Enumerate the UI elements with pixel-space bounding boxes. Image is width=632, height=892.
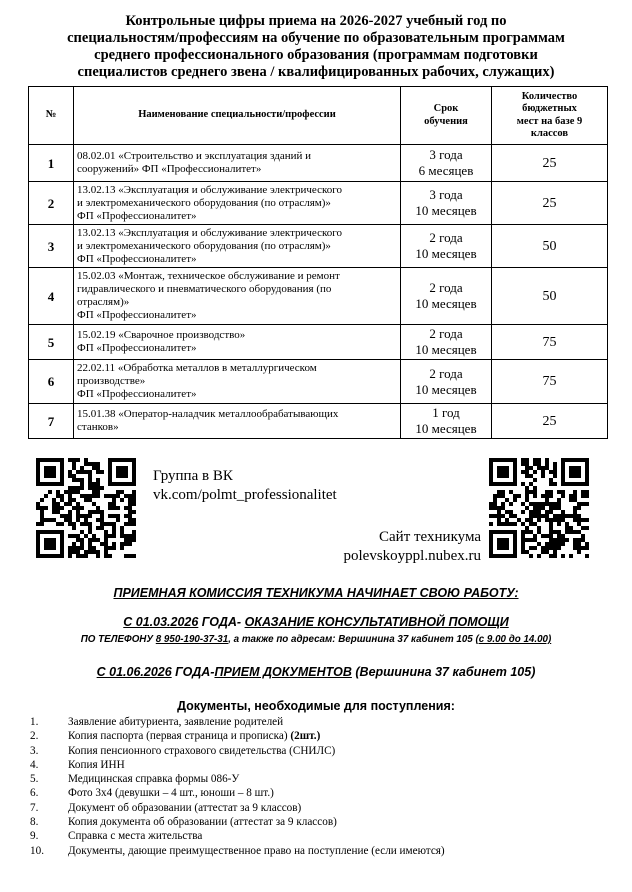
row-qty: 75 <box>492 325 608 360</box>
table-row <box>29 145 608 182</box>
header-num: № <box>29 87 74 145</box>
vk-contact <box>153 467 337 505</box>
phone-suffix: , а также по адресам: Вершинина 37 кабинет 105 <box>228 634 476 645</box>
list-item-text: Документы, дающие преимущественное право на поступление (если имеются) <box>68 844 445 857</box>
header-qty-line: Количество <box>521 90 578 102</box>
row-term <box>401 225 492 268</box>
row-name-line: и электромеханического оборудования (по отраслям)» <box>77 239 331 252</box>
row-qty: 50 <box>492 225 608 268</box>
vk-label: Группа в ВК <box>153 468 233 484</box>
table-row <box>29 268 608 325</box>
row-name-line: производстве» <box>77 375 146 387</box>
site-label: Сайт техникума <box>379 529 481 545</box>
list-item <box>30 801 445 815</box>
consultation-line <box>0 615 632 629</box>
list-item <box>30 744 445 758</box>
list-item <box>30 758 445 772</box>
list-item-num: 1. <box>30 716 39 728</box>
documents-acceptance-line <box>0 665 632 679</box>
table-row <box>29 182 608 225</box>
row-name-line: 13.02.13 «Эксплуатация и обслуживание электрического <box>77 226 342 239</box>
list-item-text: Копия паспорта (первая страница и прописка) <box>68 730 291 743</box>
row-term <box>401 360 492 404</box>
commission-heading: ПРИЕМНАЯ КОМИССИЯ ТЕХНИКУМА НАЧИНАЕТ СВОЮ РАБОТУ: <box>113 586 519 600</box>
row-term-line: 10 месяцев <box>415 342 477 357</box>
row-name-line: и электромеханического оборудования (по отраслям)» <box>77 196 331 209</box>
table-header-row <box>29 87 608 145</box>
row-num: 4 <box>29 268 74 325</box>
list-item <box>30 772 445 786</box>
list-item-text: Фото 3х4 (девушки – 4 шт., юноши – 8 шт.) <box>68 787 274 800</box>
list-item <box>30 786 445 800</box>
row-name <box>74 325 401 360</box>
row-term <box>401 325 492 360</box>
table-row <box>29 360 608 404</box>
row-term-line: 1 год <box>432 405 460 420</box>
list-item-bold: (2шт.) <box>290 730 321 743</box>
row-qty: 25 <box>492 404 608 439</box>
admission-table <box>28 86 608 439</box>
list-item-text: Копия ИНН <box>68 758 125 771</box>
row-qty: 50 <box>492 268 608 325</box>
list-item-num: 9. <box>30 830 39 843</box>
vk-link[interactable]: vk.com/polmt_professionalitet <box>153 487 337 503</box>
list-item <box>30 729 445 743</box>
row-term-line: 10 месяцев <box>415 421 477 436</box>
consult-mid: ГОДА- <box>198 615 245 629</box>
docs-text: ПРИЕМ ДОКУМЕНТОВ <box>214 665 352 679</box>
row-num: 1 <box>29 145 74 182</box>
row-name <box>74 268 401 325</box>
site-link[interactable]: polevskoyppl.nubex.ru <box>343 548 481 564</box>
qr-code-site-icon[interactable] <box>489 458 589 558</box>
list-item-num: 5. <box>30 773 39 786</box>
docs-suffix: (Вершинина 37 кабинет 105) <box>351 665 536 679</box>
qr-modules <box>36 458 136 558</box>
docs-date: С 01.06.2026 <box>96 665 172 679</box>
row-name <box>74 145 401 182</box>
row-name-line: ФП «Профессионалитет» <box>77 209 197 222</box>
header-term <box>401 87 492 145</box>
list-item-text: Медицинская справка формы 086-У <box>68 773 240 786</box>
list-item <box>30 844 445 858</box>
title-line: среднего профессионального образования (программам подготовки <box>94 47 538 63</box>
row-name-line: ФП «Профессионалитет» <box>77 309 197 321</box>
row-name <box>74 182 401 225</box>
row-term-line: 2 года <box>429 280 463 295</box>
row-name-line: сооружений» ФП «Профессионалитет» <box>77 163 262 175</box>
row-term-line: 10 месяцев <box>415 246 477 261</box>
list-item-text: Справка с места жительства <box>68 830 203 843</box>
row-name-line: гидравлического и пневматического оборудования (по <box>77 283 332 295</box>
row-name-line: ФП «Профессионалитет» <box>77 342 197 354</box>
list-item-num: 4. <box>30 758 39 771</box>
row-name-line: отраслям)» <box>77 296 130 308</box>
header-qty-line: классов <box>530 128 569 139</box>
qr-modules <box>489 458 589 558</box>
consult-date: С 01.03.2026 <box>123 615 199 629</box>
row-name-line: ФП «Профессионалитет» <box>77 252 197 265</box>
row-term-line: 2 года <box>429 230 463 245</box>
row-num: 7 <box>29 404 74 439</box>
documents-heading: Документы, необходимые для поступления: <box>177 699 455 713</box>
documents-list <box>30 715 445 858</box>
row-term-line: 3 года <box>429 147 463 162</box>
row-name-line: 13.02.13 «Эксплуатация и обслуживание электрического <box>77 183 342 196</box>
header-qty-line: мест на базе 9 <box>516 115 583 127</box>
table-row <box>29 404 608 439</box>
row-name <box>74 404 401 439</box>
row-term-line: 10 месяцев <box>415 381 477 397</box>
qr-code-vk-icon[interactable] <box>36 458 136 558</box>
list-item <box>30 829 445 843</box>
row-num: 3 <box>29 225 74 268</box>
row-name-line: 15.02.03 «Монтаж, техническое обслуживание и ремонт <box>77 270 340 282</box>
title-line: специалистов среднего звена / квалифицированных рабочих, служащих) <box>77 64 555 80</box>
row-name <box>74 360 401 404</box>
row-qty: 25 <box>492 145 608 182</box>
list-item-num: 8. <box>30 816 39 829</box>
row-term <box>401 145 492 182</box>
list-item-num: 7. <box>30 801 39 814</box>
row-name-line: 15.01.38 «Оператор-наладчик металлообрабатывающих <box>77 408 339 420</box>
row-name <box>74 225 401 268</box>
row-num: 6 <box>29 360 74 404</box>
row-num: 2 <box>29 182 74 225</box>
row-term-line: 10 месяцев <box>415 296 477 311</box>
phone-prefix: ПО ТЕЛЕФОНУ <box>80 634 156 645</box>
list-item-text: Документ об образовании (аттестат за 9 классов) <box>68 801 302 814</box>
consult-text: ОКАЗАНИЕ КОНСУЛЬТАТИВНОЙ ПОМОЩИ <box>244 615 509 629</box>
site-contact <box>313 528 481 566</box>
row-term <box>401 404 492 439</box>
row-name-line: 15.02.19 «Сварочное производство» <box>77 329 246 341</box>
list-item <box>30 815 445 829</box>
row-name-line: ФП «Профессионалитет» <box>77 388 197 400</box>
table-row <box>29 325 608 360</box>
header-term-line: Срок <box>433 103 459 114</box>
row-qty: 25 <box>492 182 608 225</box>
row-term-line: 3 года <box>429 187 463 202</box>
row-name-line: станков» <box>77 421 119 433</box>
row-term <box>401 268 492 325</box>
list-item-text: Заявление абитуриента, заявление родителей <box>68 716 284 728</box>
header-qty-line: бюджетных <box>522 103 577 114</box>
header-name: Наименование специальности/профессии <box>74 87 401 145</box>
row-name-line: 08.02.01 «Строительство и эксплуатация зданий и <box>77 150 311 162</box>
list-item <box>30 715 445 729</box>
title-line: Контрольные цифры приема на 2026-2027 учебный год по <box>125 13 507 29</box>
list-item-num: 6. <box>30 787 39 800</box>
row-term-line: 2 года <box>429 365 463 381</box>
list-item-num: 3. <box>30 744 39 757</box>
row-term <box>401 182 492 225</box>
row-name-line: 22.02.11 «Обработка металлов в металлургическом <box>77 362 317 374</box>
phone-line <box>0 634 632 645</box>
list-item-num: 2. <box>30 730 39 743</box>
row-qty: 75 <box>492 360 608 404</box>
list-item-num: 10. <box>30 844 44 857</box>
list-item-text: Копия документа об образовании (аттестат за 9 классов) <box>68 816 337 829</box>
docs-mid: ГОДА- <box>171 665 215 679</box>
header-qty <box>492 87 608 145</box>
header-term-line: обучения <box>424 115 468 127</box>
table-row <box>29 225 608 268</box>
row-term-line: 10 месяцев <box>415 203 477 218</box>
phone-number[interactable]: 8 950-190-37-31 <box>155 634 229 645</box>
phone-hours: (с 9.00 до 14.00) <box>475 634 552 645</box>
page-title <box>14 13 618 81</box>
title-line: специальностям/профессиям на обучение по образовательным программам <box>67 30 565 46</box>
row-term-line: 6 месяцев <box>418 163 474 178</box>
row-term-line: 2 года <box>429 326 463 341</box>
list-item-text: Копия пенсионного страхового свидетельства (СНИЛС) <box>68 744 336 757</box>
row-num: 5 <box>29 325 74 360</box>
